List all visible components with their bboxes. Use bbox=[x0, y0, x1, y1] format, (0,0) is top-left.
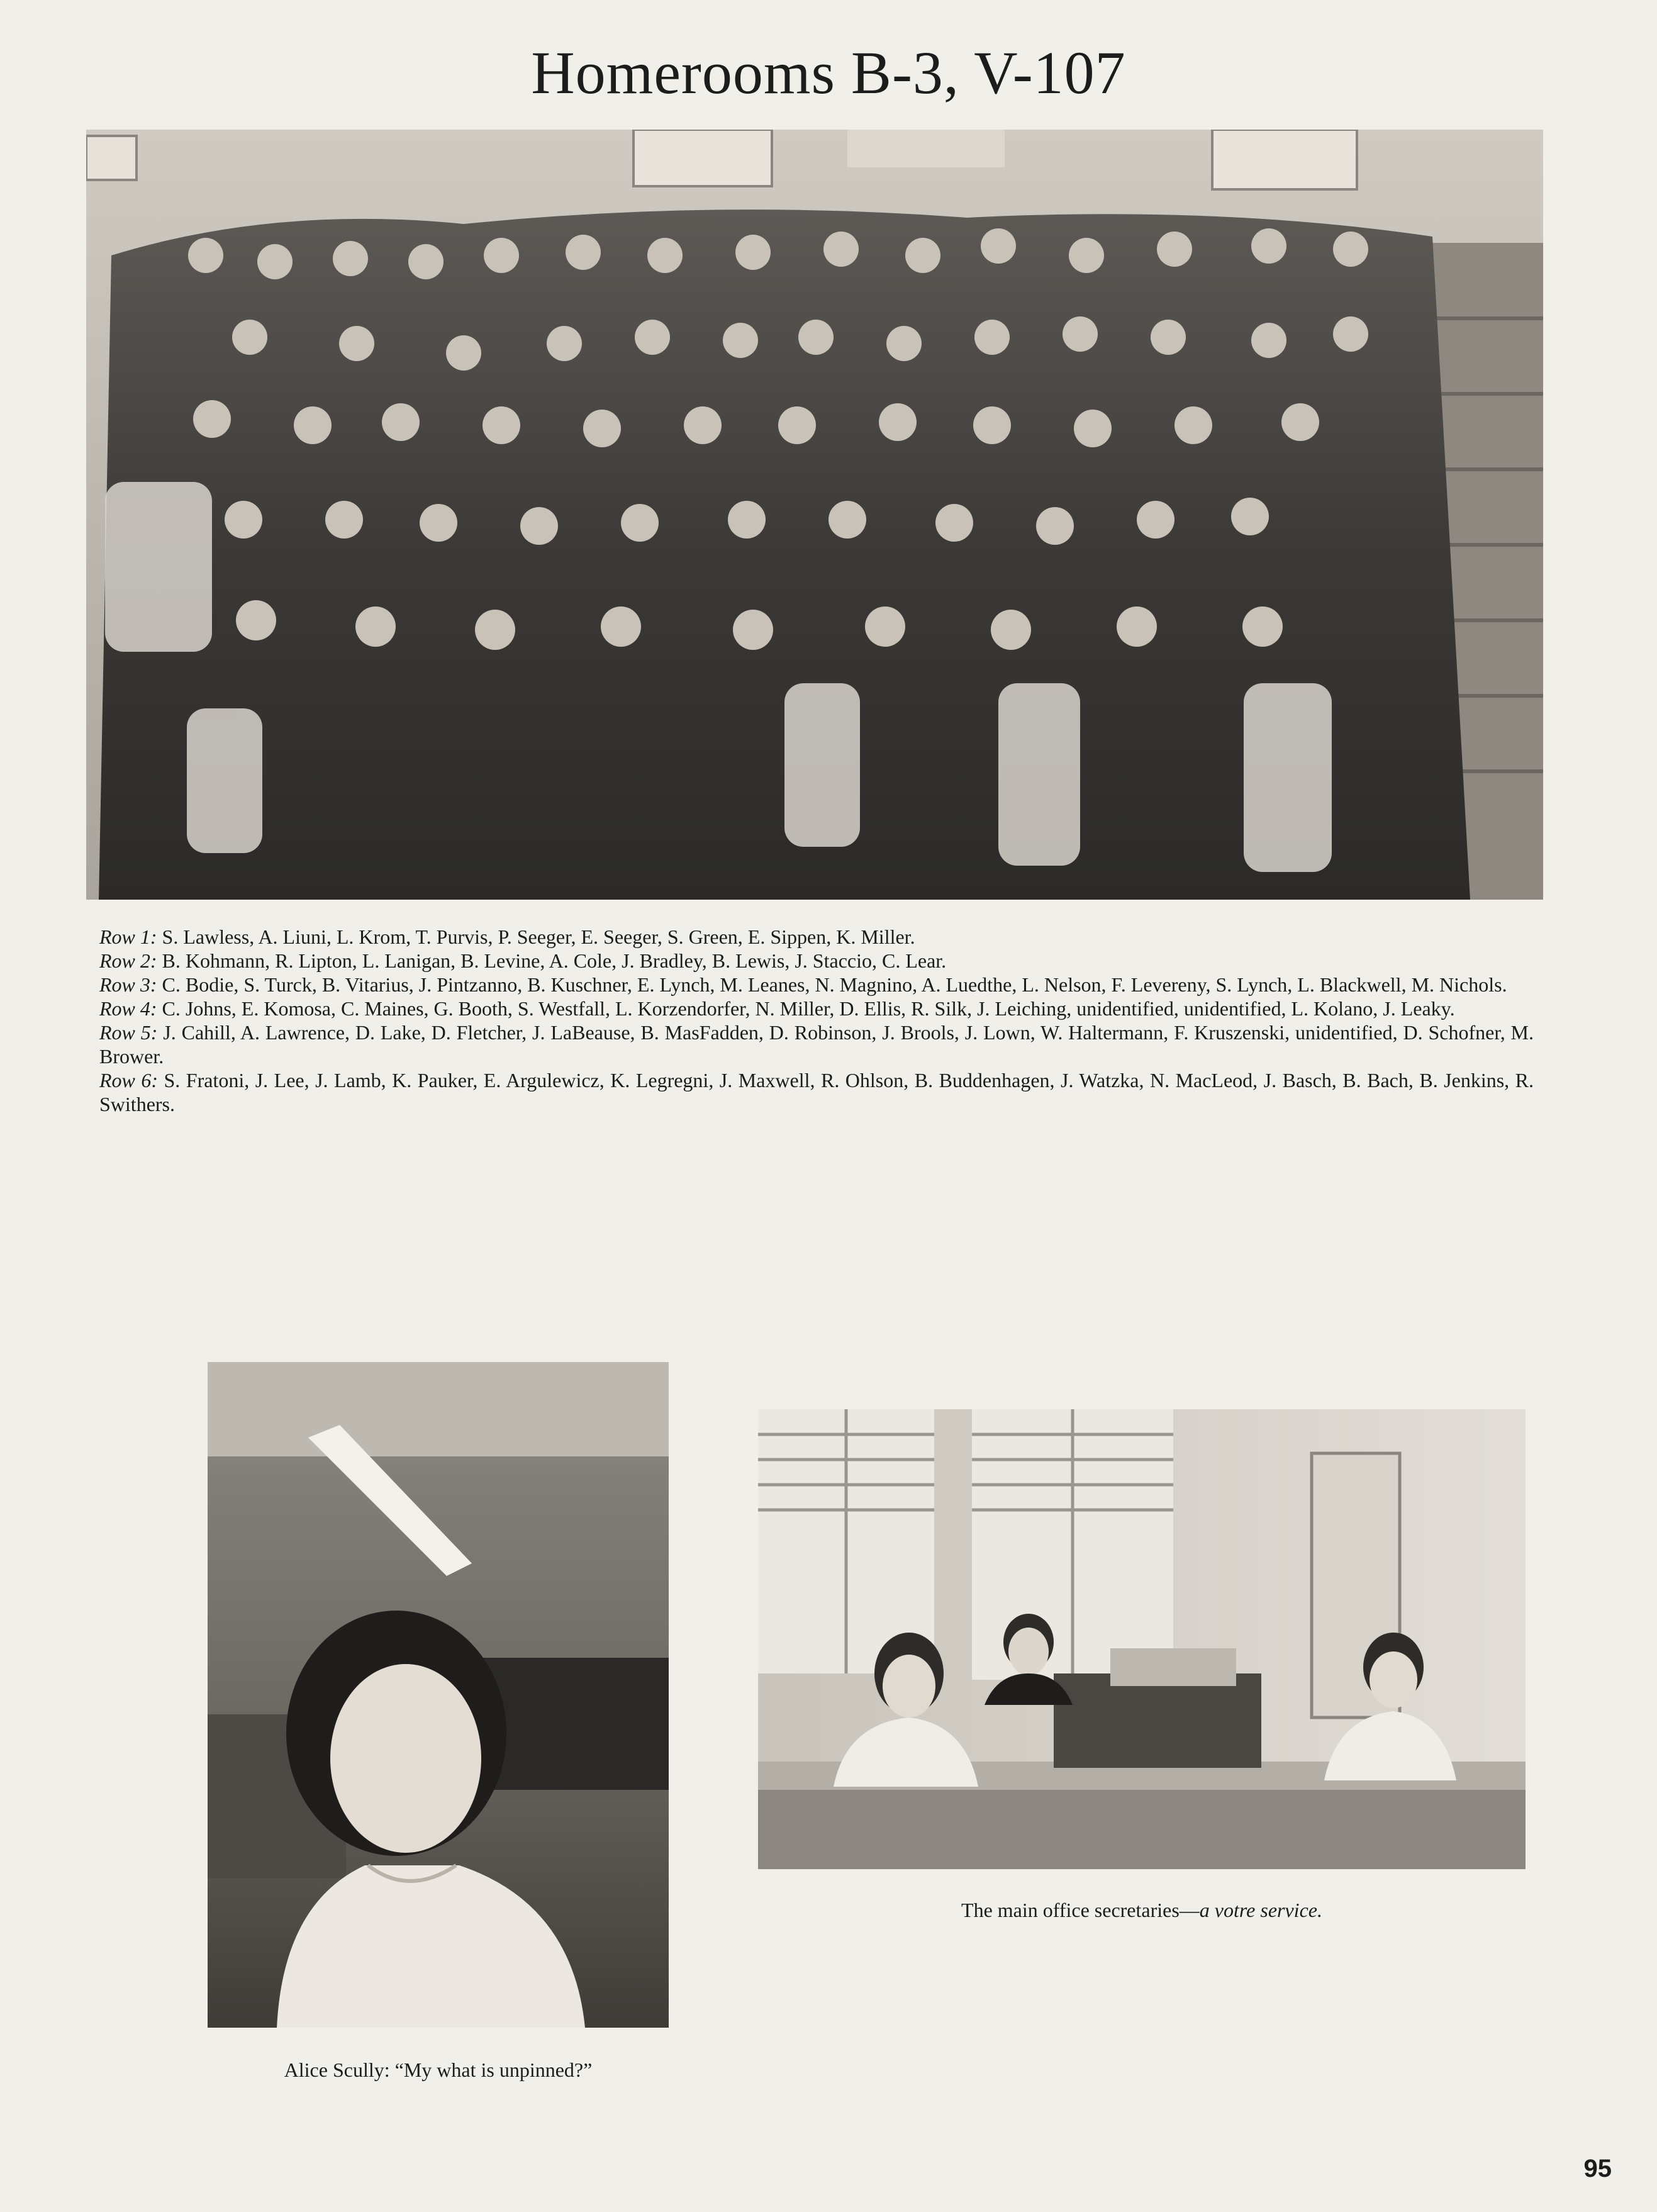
caption-row-6: Row 6: S. Fratoni, J. Lee, J. Lamb, K. Pauker, E. Argulewicz, K. Legregni, J. Maxwell, R. Ohlson, B. Buddenhagen, J. Watzka, N. MacLeod, J. Basch, B. Bach, B. Jenkins, R. Swithers. bbox=[99, 1069, 1534, 1115]
page-title: Homerooms B-3, V-107 bbox=[531, 39, 1126, 106]
caption-row-4: Row 4: C. Johns, E. Komosa, C. Maines, G. Booth, S. Westfall, L. Korzendorfer, N. Miller, D. Ellis, R. Silk, J. Leiching, unidentified, unidentified, L. Kolano, J. Leaky. bbox=[99, 997, 1455, 1020]
office-photo-image bbox=[758, 1409, 1526, 1869]
main-office-photo bbox=[758, 1409, 1526, 1869]
student-photo-image bbox=[208, 1362, 669, 2028]
caption-row-1: Row 1: S. Lawless, A. Liuni, L. Krom, T. Purvis, P. Seeger, E. Seeger, S. Green, E. Sippen, K. Miller. bbox=[99, 925, 915, 948]
office-photo-caption: The main office secretaries—a votre service. bbox=[961, 1899, 1322, 1921]
student-photo-caption: Alice Scully: “My what is unpinned?” bbox=[284, 2058, 593, 2081]
caption-row-3: Row 3: C. Bodie, S. Turck, B. Vitarius, J. Pintzanno, B. Kuschner, E. Lynch, M. Leanes, N. Magnino, A. Luedthe, L. Nelson, F. Levereny, S. Lynch, L. Blackwell, M. Nichols. bbox=[99, 973, 1507, 996]
student-portrait-photo bbox=[208, 1362, 669, 2028]
caption-row-2: Row 2: B. Kohmann, R. Lipton, L. Lanigan, B. Levine, A. Cole, J. Bradley, B. Lewis, J. Staccio, C. Lear. bbox=[99, 949, 947, 972]
group-photo-image bbox=[86, 130, 1543, 900]
group-homeroom-photo bbox=[86, 130, 1543, 900]
page-number: 95 bbox=[1583, 2155, 1612, 2182]
caption-row-5: Row 5: J. Cahill, A. Lawrence, D. Lake, D. Fletcher, J. LaBeause, B. MasFadden, D. Robinson, J. Brools, J. Lown, W. Haltermann, F. Kruszenski, unidentified, D. Schofner, M. Brower. bbox=[99, 1021, 1534, 1068]
group-photo-caption bbox=[99, 925, 1534, 1116]
